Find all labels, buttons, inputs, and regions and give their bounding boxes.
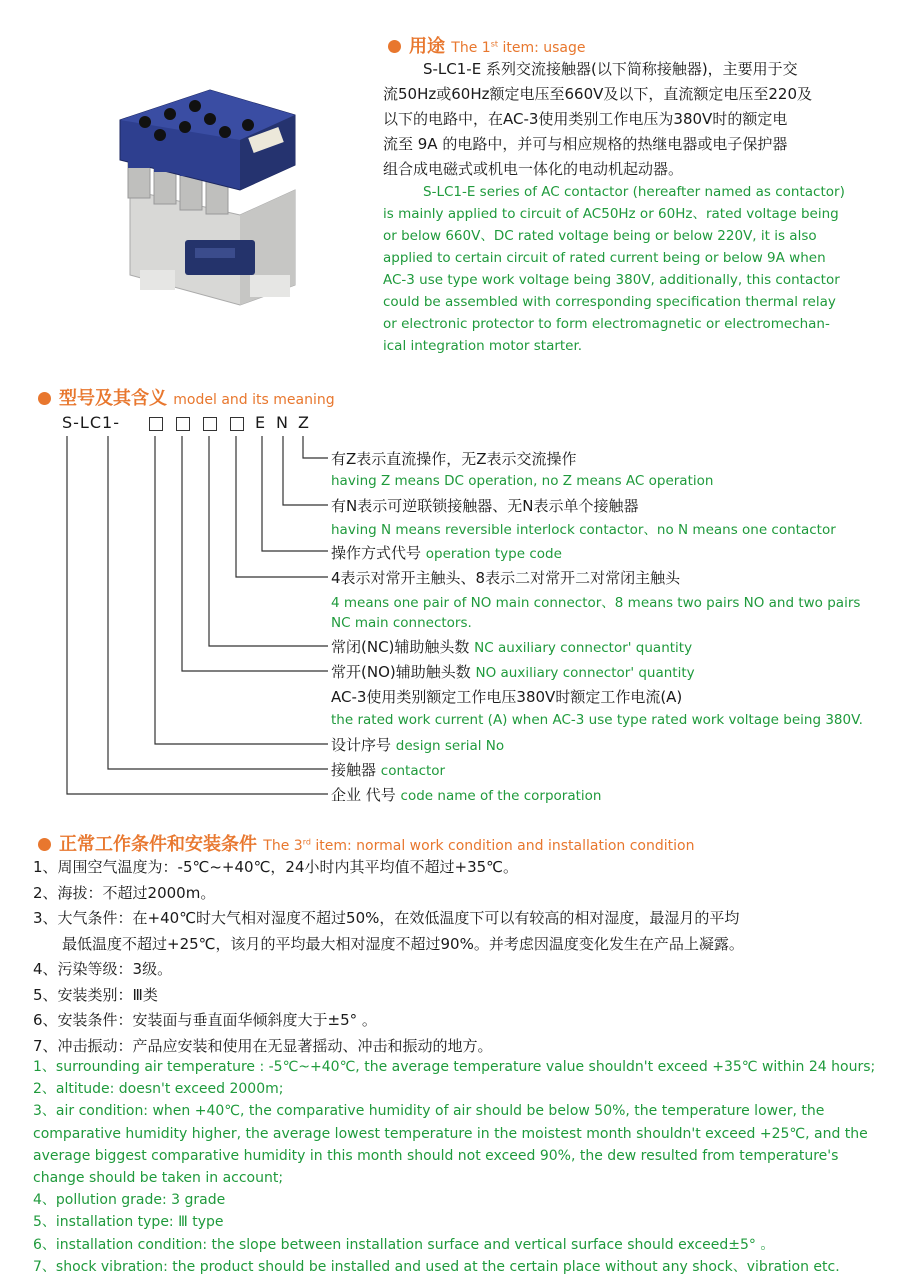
text-line: 以下的电路中，在AC-3使用类别工作电压为380V时的额定电 bbox=[383, 110, 788, 128]
meaning-row: AC-3使用类别额定工作电压380V时额定工作电流(A) bbox=[331, 688, 683, 706]
model-code-prefix: S-LC1- bbox=[62, 413, 120, 432]
list-item: 6、installation condition: the slope between installation surface and vertical surface should exceed±5° 。 bbox=[33, 1236, 775, 1253]
meaning-row: NC main connectors. bbox=[331, 615, 472, 631]
list-item: average biggest comparative humidity in this month should not exceed 90%, the dew resulted from temperature's bbox=[33, 1147, 839, 1164]
meaning-row: having N means reversible interlock contactor、no N means one contactor bbox=[331, 522, 836, 538]
text-line: or electronic protector to form electromagnetic or electromechan- bbox=[383, 316, 830, 332]
list-item: 7、冲击振动：产品应安装和使用在无显著摇动、冲击和振动的地方。 bbox=[33, 1036, 493, 1055]
text-line: AC-3 use type work voltage being 380V, additionally, this contactor bbox=[383, 272, 840, 288]
list-item: 7、shock vibration: the product should be installed and used at the certain place without any shock、vibration etc. bbox=[33, 1258, 840, 1275]
section3-heading bbox=[38, 830, 694, 856]
section3-title-zh: 正常工作条件和安装条件 bbox=[59, 834, 257, 855]
list-item: 1、周围空气温度为：-5℃~+40℃，24小时内其平均值不超过+35℃。 bbox=[33, 858, 519, 876]
list-item: 2、海拔：不超过2000m。 bbox=[33, 883, 216, 902]
orange-bullet-icon bbox=[38, 838, 51, 851]
list-item: 3、大气条件：在+40℃时大气相对湿度不超过50%，在效低温度下可以有较高的相对湿度，最湿月的平均 bbox=[33, 909, 740, 927]
text-line: ical integration motor starter. bbox=[383, 338, 583, 354]
section3-title-en: The 3rd item: normal work condition and installation condition bbox=[263, 837, 695, 854]
list-item: change should be taken in account; bbox=[33, 1170, 284, 1187]
list-item: 5、installation type: Ⅲ type bbox=[33, 1214, 224, 1231]
section2-title-en: model and its meaning bbox=[173, 392, 335, 408]
list-item: 3、air condition: when +40℃, the comparative humidity of air should be below 50%, the temperature lower, the bbox=[33, 1103, 825, 1120]
section3-zh-list bbox=[33, 855, 744, 1059]
meaning-row: 4表示对常开主触头、8表示二对常开二对常闭主触头 bbox=[331, 569, 681, 587]
text-line: S-LC1-E 系列交流接触器(以下简称接触器)，主要用于交 bbox=[423, 60, 798, 78]
text-line: 组合成电磁式或机电一体化的电动机起动器。 bbox=[383, 160, 684, 178]
section3-en-list bbox=[33, 1056, 875, 1278]
list-item: 4、污染等级：3级。 bbox=[33, 960, 173, 978]
text-line: 流至 9A 的电路中，并可与相应规格的热继电器或电子保护器 bbox=[383, 135, 788, 153]
list-item: 5、安装类别：Ⅲ类 bbox=[33, 985, 158, 1004]
list-item: 1、surrounding air temperature : -5℃~+40℃, the average temperature value shouldn't exceed +35℃ within 24 hours; bbox=[33, 1059, 876, 1075]
list-item: comparative humidity higher, the average lowest temperature in the moistest month shouldn't exceed +25℃, and the bbox=[33, 1125, 868, 1142]
text-line: or below 660V、DC rated voltage being or below 220V, it is also bbox=[383, 228, 817, 244]
text-line: S-LC1-E series of AC contactor (hereafter named as contactor) bbox=[423, 184, 845, 200]
meaning-row: 企业 代号 code name of the corporation bbox=[331, 786, 602, 804]
code-letter-z: Z bbox=[298, 413, 310, 432]
meaning-row: 设计序号 design serial No bbox=[331, 736, 505, 754]
text-line: applied to certain circuit of rated current being or below 9A when bbox=[383, 250, 826, 266]
list-item: 4、pollution grade: 3 grade bbox=[33, 1192, 226, 1209]
meaning-row: 4 means one pair of NO main connector、8 means two pairs NO and two pairs bbox=[331, 595, 861, 611]
section1-title-zh: 用途 bbox=[409, 36, 445, 57]
list-item: 2、altitude: doesn't exceed 2000m; bbox=[33, 1081, 284, 1098]
meaning-row: 有N表示可逆联锁接触器、无N表示单个接触器 bbox=[331, 497, 639, 515]
text-line: could be assembled with corresponding specification thermal relay bbox=[383, 294, 836, 310]
text-line: is mainly applied to circuit of AC50Hz or 60Hz、rated voltage being bbox=[383, 206, 839, 222]
meaning-row: 常开(NO)辅助触头数 NO auxiliary connector' quantity bbox=[331, 663, 695, 681]
section2-title-zh: 型号及其含义 bbox=[59, 388, 167, 409]
meaning-row: 接触器 contactor bbox=[331, 761, 446, 779]
meaning-row: 操作方式代号 operation type code bbox=[331, 544, 562, 562]
meaning-row: having Z means DC operation, no Z means AC operation bbox=[331, 473, 714, 489]
text-line: 流50Hz或60Hz额定电压至660V及以下，直流额定电压至220及 bbox=[383, 85, 813, 103]
meaning-row: 常闭(NC)辅助触头数 NC auxiliary connector' quantity bbox=[331, 638, 693, 656]
meaning-row: 有Z表示直流操作，无Z表示交流操作 bbox=[331, 450, 577, 468]
section1-title-en: The 1st item: usage bbox=[451, 39, 586, 56]
list-item: 6、安装条件：安装面与垂直面华倾斜度大于±5° 。 bbox=[33, 1011, 377, 1029]
code-letter-e: E bbox=[255, 413, 267, 432]
list-item: 最低温度不超过+25℃，该月的平均最大相对湿度不超过90%。并考虑因温度变化发生在产品上凝露。 bbox=[62, 934, 744, 953]
code-letter-n: N bbox=[276, 413, 289, 432]
meaning-row: the rated work current (A) when AC-3 use type rated work voltage being 380V. bbox=[331, 712, 863, 728]
